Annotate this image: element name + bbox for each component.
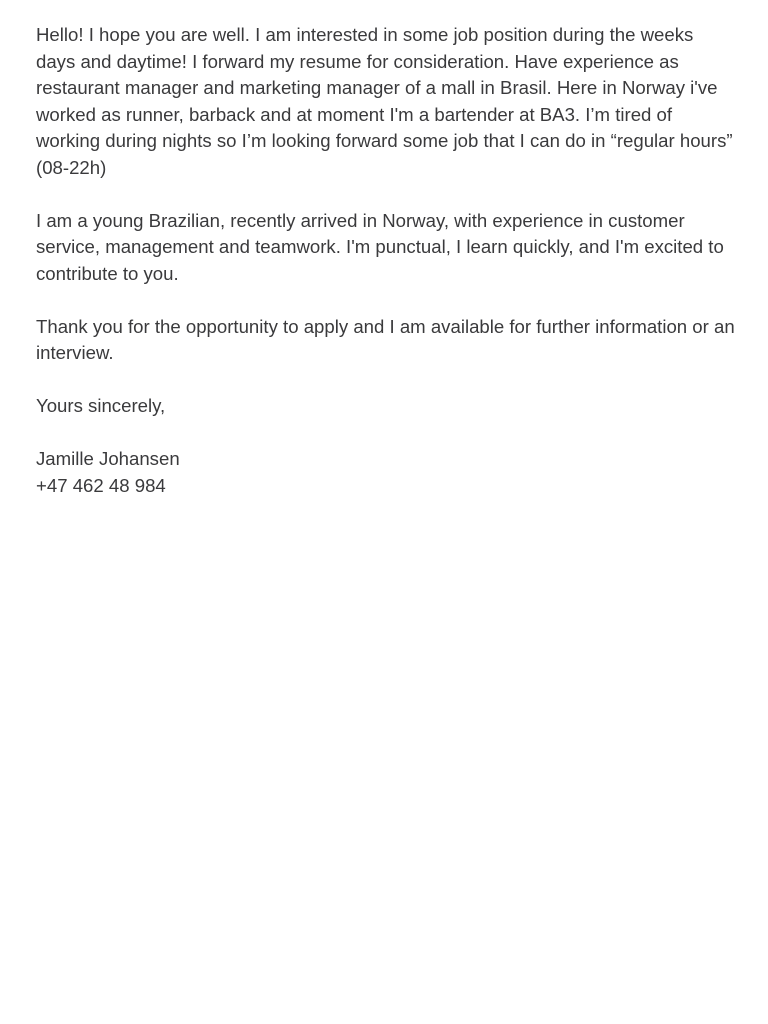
about-paragraph: I am a young Brazilian, recently arrived in Norway, with experience in customer service, management and teamwork. I'm punctual, I learn quickly, and I'm excited to contribute to you. (36, 209, 724, 284)
intro-paragraph: Hello! I hope you are well. I am interested in some job position during the weeks days and daytime! I forward my resume for consideration. Have experience as restaurant manager and marketing manager of a mall in Brasil. Here in Norway i've worked as runner, barback and at moment I'm a bartender at BA3. I’m tired of working during nights so I’m looking forward some job that I can do in “regular hours” (08-22h) (36, 24, 733, 178)
thanks-paragraph: Thank you for the opportunity to apply and I am available for further information or an interview. (36, 315, 735, 363)
closing-line: Yours sincerely, (36, 395, 166, 416)
signature-phone: +47 462 48 984 (36, 474, 166, 496)
signature-block (36, 446, 736, 499)
signature-name: Jamille Johansen (36, 448, 180, 469)
